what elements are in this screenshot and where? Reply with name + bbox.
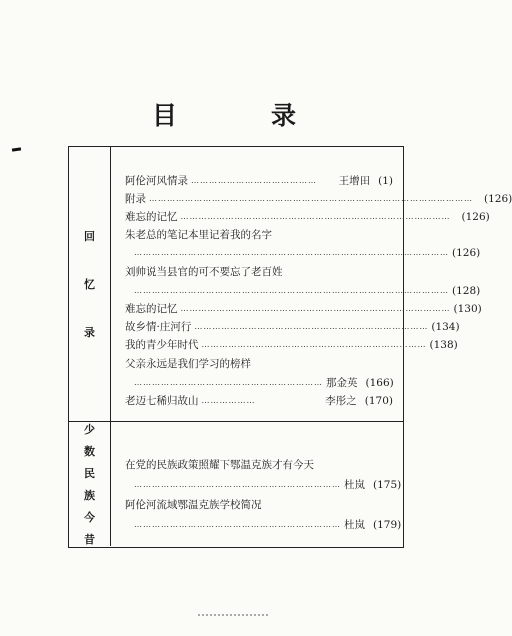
entry-page: (179) xyxy=(373,519,402,531)
entry-page: (130) xyxy=(453,303,482,315)
leader-dots: ……………………………………………………………………………… xyxy=(180,212,451,221)
leader-dots: ……………………………………………………… xyxy=(134,378,323,387)
entry-author: 杜岚 xyxy=(344,519,365,531)
entry-author: 杜岚 xyxy=(344,479,365,491)
toc-entry[interactable] xyxy=(125,393,393,409)
leader-dots: …………………………………………………………………………………………… xyxy=(134,248,449,257)
toc-entry-continuation[interactable] xyxy=(131,245,481,261)
section-label-char: 数 xyxy=(84,444,95,458)
entry-title: 难忘的记忆 xyxy=(125,211,178,223)
entry-page: (170) xyxy=(364,395,393,407)
toc-entry[interactable] xyxy=(125,191,512,207)
page-title xyxy=(0,96,450,132)
entry-page: (166) xyxy=(365,377,394,389)
entry-title: 刘帅说当县官的可不要忘了老百姓 xyxy=(125,266,283,278)
entry-list xyxy=(111,147,512,421)
toc-entry-continuation[interactable] xyxy=(131,477,402,493)
page-footer-mark xyxy=(198,614,268,618)
leader-dots: …………………………………… xyxy=(191,176,317,185)
entry-page: (175) xyxy=(373,479,402,491)
section-label-char: 回 xyxy=(84,230,95,243)
toc-entry-continuation[interactable] xyxy=(131,375,393,391)
entry-author: 王增田 xyxy=(338,175,371,187)
entry-page: (1) xyxy=(378,175,393,187)
entry-title: 老迈七稀归故山 xyxy=(125,395,199,407)
entry-page: (126) xyxy=(484,193,512,205)
title-char-1: 目 xyxy=(151,101,179,130)
entry-page: (126) xyxy=(452,247,481,259)
entry-author: 那金英 xyxy=(326,377,358,389)
entry-title: 难忘的记忆 xyxy=(125,303,178,315)
title-char-2: 录 xyxy=(271,101,299,130)
toc-entry[interactable] xyxy=(125,319,460,335)
section-label-char: 今 xyxy=(84,510,95,524)
section-label-char: 族 xyxy=(84,488,95,502)
leader-dots: …………………………………………………………………………………………… xyxy=(134,286,449,295)
toc-entry-continuation[interactable] xyxy=(131,283,481,299)
entry-title: 朱老总的笔记本里记着我的名字 xyxy=(125,229,272,241)
leader-dots: ……………………………………………………………………………… xyxy=(180,304,451,313)
section-label-char: 少 xyxy=(84,422,95,436)
toc-entry[interactable] xyxy=(125,301,482,317)
entry-list xyxy=(111,421,403,546)
section-label xyxy=(69,421,111,546)
section-memoirs xyxy=(69,147,512,422)
toc-entry[interactable] xyxy=(125,227,393,243)
leader-dots: …………………………………………………………… xyxy=(134,520,341,529)
toc-entry[interactable] xyxy=(125,173,393,189)
section-ethnic-minorities xyxy=(69,421,403,546)
entry-title: 阿伦河风情录 xyxy=(125,175,188,187)
entry-title: 我的青少年时代 xyxy=(125,339,199,351)
section-label xyxy=(69,147,111,421)
toc-entry[interactable] xyxy=(125,264,393,280)
leader-dots: ………………………………………………………………… xyxy=(201,340,427,349)
entry-title: 阿伦河流域鄂温克族学校简况 xyxy=(125,499,262,511)
entry-page: (128) xyxy=(452,285,481,297)
section-label-char: 民 xyxy=(84,466,95,480)
toc-entry[interactable] xyxy=(125,337,458,353)
entry-title: 附录 xyxy=(125,193,146,205)
entry-title: 父亲永远是我们学习的榜样 xyxy=(125,358,251,370)
section-label-char: 昔 xyxy=(84,532,95,546)
entry-page: (138) xyxy=(429,339,458,351)
leader-dots: ……………… xyxy=(201,396,256,405)
table-of-contents xyxy=(68,146,512,548)
entry-page: (126) xyxy=(461,211,490,223)
section-label-char: 忆 xyxy=(84,278,95,291)
toc-entry[interactable] xyxy=(125,497,393,513)
leader-dots: …………………………………………………………… xyxy=(134,480,341,489)
entry-title: 在党的民族政策照耀下鄂温克族才有今天 xyxy=(125,459,314,471)
toc-entry-continuation[interactable] xyxy=(131,517,402,533)
leader-dots: ……………………………………………………………………………………………… xyxy=(149,194,473,203)
toc-entry[interactable] xyxy=(125,356,393,372)
toc-entry[interactable] xyxy=(125,457,393,473)
entry-page: (134) xyxy=(431,321,460,333)
section-label-char: 录 xyxy=(84,326,95,339)
entry-title: 故乡情·庄河行 xyxy=(125,321,192,333)
leader-dots: …………………………………………………………………… xyxy=(194,322,429,331)
entry-author: 李彤之 xyxy=(325,395,357,407)
margin-mark xyxy=(12,147,21,151)
toc-entry[interactable] xyxy=(125,209,490,225)
